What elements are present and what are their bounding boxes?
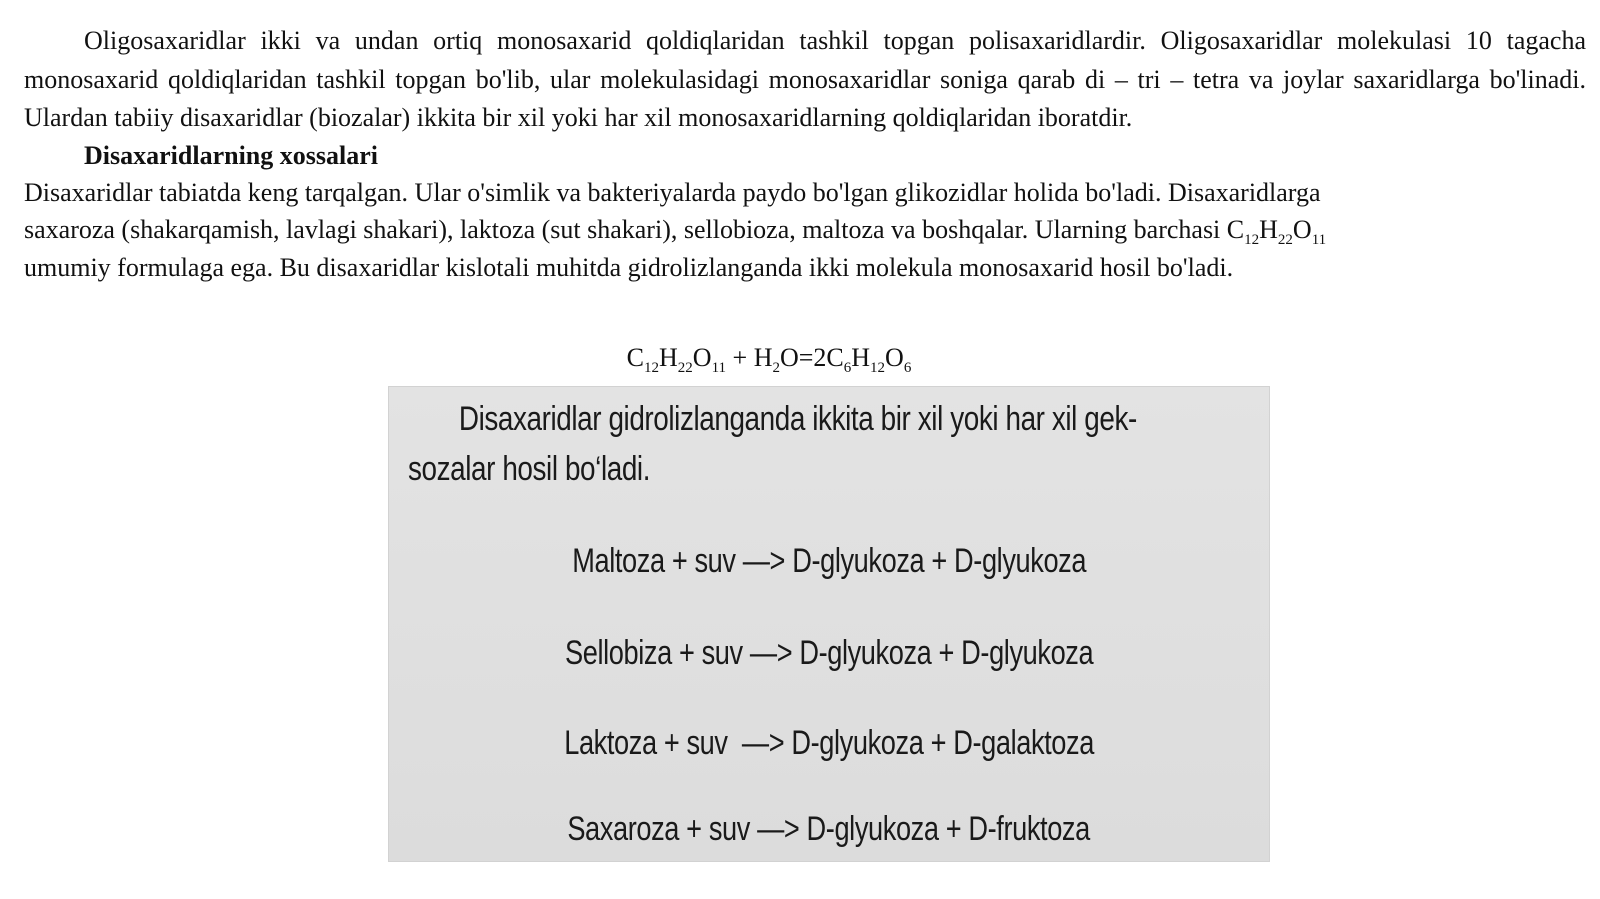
scanned-hydrolysis-figure [388, 386, 1270, 862]
intro-paragraph: Oligosaxaridlar ikki va undan ortiq monosaxarid qoldiqlaridan tashkil topgan polisaxaridlardir. Oligosaxaridlar molekulasi 10 tagacha monosaxarid qoldiqlaridan tashkil topgan bo'lib, ular molekulasidagi monosaxaridlar soniga qarab di – tri – tetra va joylar saxaridlarga bo'linadi. Ulardan tabiiy disaxaridlar (biozalar) ikkita bir xil yoki har xil monosaxaridlarning qoldiqlaridan iboratdir. [24, 26, 1586, 132]
properties-line-3: umumiy formulaga ega. Bu disaxaridlar kislotali muhitda gidrolizlanganda ikki molekula monosaxarid hosil bo'ladi. [24, 252, 1234, 282]
document-page [24, 22, 1586, 286]
properties-paragraph [24, 174, 1586, 287]
scanned-intro-line-1: Disaxaridlar gidrolizlanganda ikkita bir xil yoki har xil gek- [458, 400, 1137, 438]
properties-line-1: Disaxaridlar tabiatda keng tarqalgan. Ular o'simlik va bakteriyalarda paydo bo'lgan glikozidlar holida bo'ladi. Disaxaridlarga [24, 177, 1321, 207]
properties-line-2: saxaroza (shakarqamish, lavlagi shakari), laktoza (sut shakari), sellobioza, maltoza va boshqalar. Ularning barchasi [24, 215, 1227, 244]
reaction-laktoza: Laktoza + suv —> D-glyukoza + D-galaktoza [564, 724, 1094, 762]
general-formula: $C_{12}H_{22}O_{11}$ [1226, 215, 1327, 248]
scanned-intro-text [408, 394, 1253, 494]
section-heading: Disaxaridlarning xossalari [84, 140, 378, 170]
reaction-maltoza: Maltoza + suv —> D-glyukoza + D-glyukoza [572, 542, 1086, 580]
reaction-sellobiza: Sellobiza + suv —> D-glyukoza + D-glyukoza [564, 634, 1094, 672]
reaction-saxaroza: Saxaroza + suv —> D-glyukoza + D-fruktoza [567, 810, 1091, 848]
scanned-intro-line-2: sozalar hosil bo‘ladi. [408, 450, 651, 488]
hydrolysis-equation: $C_{12}H_{22}O_{11} + H_2O=2C_6H_{12}O_6$ [626, 343, 912, 376]
